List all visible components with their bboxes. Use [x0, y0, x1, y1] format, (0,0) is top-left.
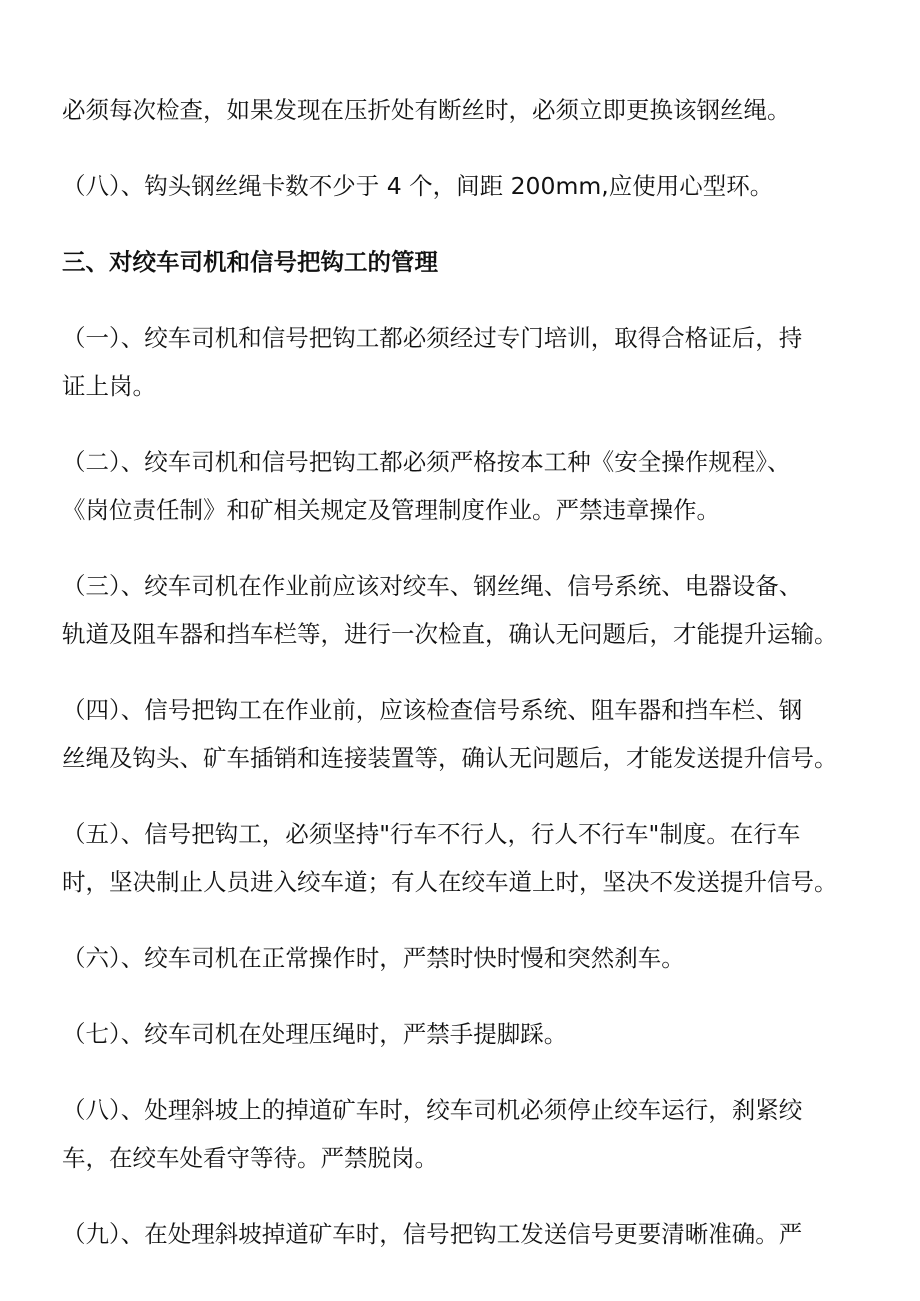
- paragraph-line: 《岗位责任制》和矿相关规定及管理制度作业。严禁违章操作。: [62, 496, 720, 524]
- paragraph-line: （六）、绞车司机在正常操作时，严禁时快时慢和突然刹车。: [62, 944, 685, 972]
- paragraph-line: （三）、绞车司机在作业前应该对绞车、钢丝绳、信号系统、电器设备、: [62, 572, 803, 600]
- paragraph-line: 轨道及阻车器和挡车栏等，进行一次检直，确认无问题后，才能提升运输。: [62, 620, 838, 648]
- paragraph-line: 必须每次检查，如果发现在压折处有断丝时，必须立即更换该钢丝绳。: [62, 96, 791, 124]
- paragraph-line: 证上岗。: [62, 372, 156, 400]
- paragraph-line: （五）、信号把钩工，必须坚持"行车不行人，行人不行车"制度。在行车: [62, 820, 801, 848]
- paragraph-line: （四）、信号把钩工在作业前，应该检查信号系统、阻车器和挡车栏、钢: [62, 696, 803, 724]
- paragraph-line: （九）、在处理斜坡掉道矿车时，信号把钩工发送信号更要清晰准确。严: [62, 1220, 803, 1248]
- paragraph-line: （七）、绞车司机在处理压绳时，严禁手提脚踩。: [62, 1020, 568, 1048]
- paragraph-line: 车，在绞车处看守等待。严禁脱岗。: [62, 1144, 438, 1172]
- paragraph-line: 时，坚决制止人员进入绞车道；有人在绞车道上时，坚决不发送提升信号。: [62, 868, 838, 896]
- paragraph-line: （八）、钩头钢丝绳卡数不少于 4 个，间距 200mm,应使用心型环。: [62, 172, 774, 200]
- paragraph-line: （二）、绞车司机和信号把钩工都必须严格按本工种《安全操作规程》、: [62, 448, 791, 476]
- paragraph-line: 丝绳及钩头、矿车插销和连接装置等，确认无问题后，才能发送提升信号。: [62, 744, 838, 772]
- paragraph-line: （一）、绞车司机和信号把钩工都必须经过专门培训，取得合格证后，持: [62, 324, 803, 352]
- paragraph-line: （八）、处理斜坡上的掉道矿车时，绞车司机必须停止绞车运行，刹紧绞: [62, 1096, 803, 1124]
- section-heading: 三、对绞车司机和信号把钩工的管理: [62, 248, 438, 276]
